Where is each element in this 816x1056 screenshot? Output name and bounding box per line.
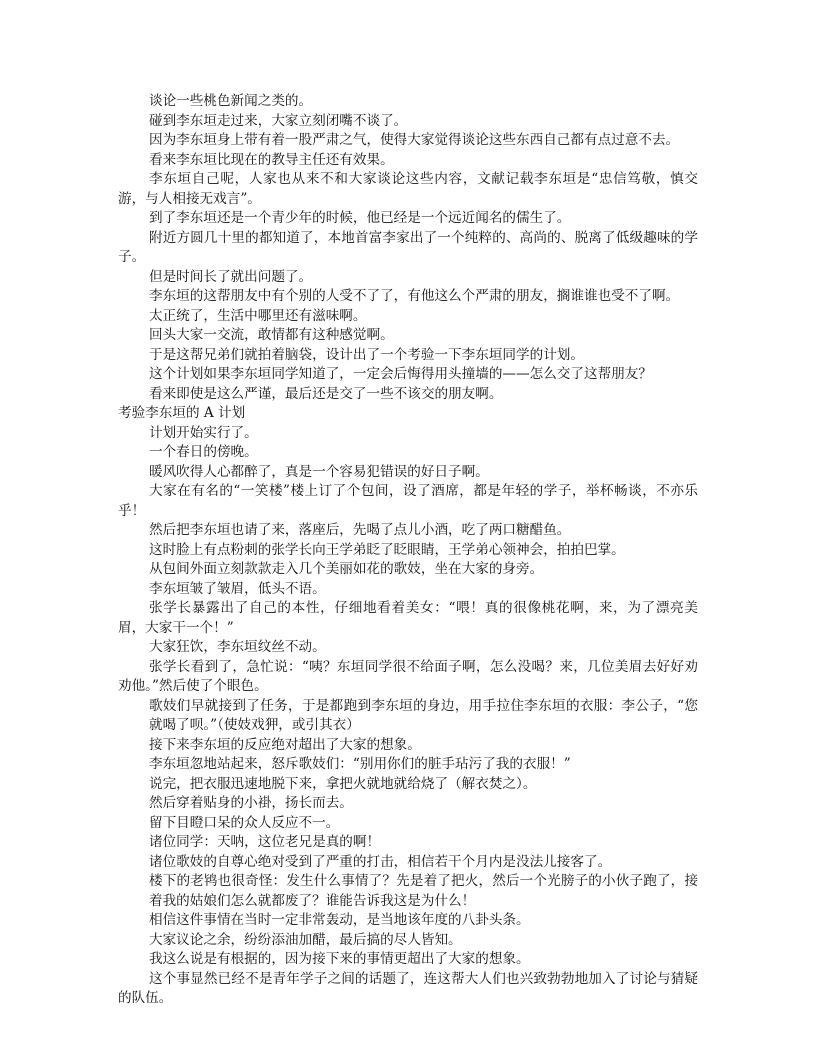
- paragraph: 李东垣的这帮朋友中有个别的人受不了了，有他这么个严肃的朋友，搁谁谁也受不了啊。: [149, 288, 680, 304]
- paragraph: 相信这件事情在当时一定非常轰动，是当地该年度的八卦头条。: [149, 912, 530, 928]
- paragraph: 楼下的老鸨也很奇怪：发生什么事情了？先是着了把火，然后一个光膀子的小伙子跑了，接着我的姑娘们怎么就都废了？谁能告诉我这是为什么！: [149, 873, 698, 909]
- paragraph: 一个春日的傍晚。: [149, 444, 258, 460]
- paragraph: 这时脸上有点粉刺的张学长向王学弟眨了眨眼睛，王学弟心领神会，拍拍巴掌。: [149, 541, 625, 558]
- paragraph: 李东垣自己呢，人家也从来不和大家谈论这些内容，文献记载李东垣是“忠信笃敬，慎交游，与人相接无戏言”。: [118, 171, 698, 207]
- paragraph: 谈论一些桃色新闻之类的。: [149, 93, 313, 109]
- paragraph: 然后穿着贴身的小褂，扬长而去。: [149, 795, 353, 811]
- paragraph: 说完，把衣服迅速地脱下来，拿把火就地就给烧了（解衣焚之）。: [149, 775, 537, 792]
- paragraph: 附近方圆几十里的都知道了，本地首富李家出了一个纯粹的、高尚的、脱离了低级趣味的学子。: [118, 229, 698, 265]
- paragraph: 我这么说是有根据的，因为接下来的事情更超出了大家的想象。: [149, 951, 530, 967]
- paragraph: 李东垣忽地站起来，怒斥歌妓们：“别用你们的脏手玷污了我的衣服！”: [149, 756, 571, 772]
- paragraph: 太正统了，生活中哪里还有滋味啊。: [149, 307, 367, 324]
- paragraph: 但是时间长了就出问题了。: [149, 268, 313, 285]
- paragraph: 诸位歌妓的自尊心绝对受到了严重的打击，相信若干个月内是没法儿接客了。: [149, 853, 612, 870]
- paragraph: 于是这帮兄弟们就拍着脑袋，设计出了一个考验一下李东垣同学的计划。: [149, 346, 584, 363]
- paragraph: 歌妓们早就接到了任务，于是都跑到李东垣的身边，用手拉住李东垣的衣服：李公子，“您就喝了呗。”（使妓戏狎，或引其衣）: [149, 697, 698, 733]
- paragraph: 看来即使是这么严谨，最后还是交了一些不该交的朋友啊。: [149, 385, 503, 402]
- paragraph: 张学长暴露出了自己的本性，仔细地看着美女：“喂！真的很像桃花啊，来，为了漂亮美眉，大家干一个！”: [118, 600, 698, 636]
- paragraph: 碰到李东垣走过来，大家立刻闭嘴不谈了。: [149, 112, 408, 129]
- paragraph: 暖风吹得人心都醉了，真是一个容易犯错误的好日子啊。: [149, 463, 489, 480]
- paragraph: 留下目瞪口呆的众人反应不一。: [149, 814, 340, 831]
- paragraph: 到了李东垣还是一个青少年的时候，他已经是一个远近闻名的儒生了。: [149, 210, 571, 226]
- paragraph: 这个计划如果李东垣同学知道了，一定会后悔得用头撞墙的——怎么交了这帮朋友？: [149, 366, 652, 382]
- paragraph: 大家在有名的“一笑楼”楼上订了个包间，设了酒席，都是年轻的学子，举杯畅谈，不亦乐乎！: [118, 483, 698, 519]
- paragraph: 诸位同学：天呐，这位老兄是真的啊！: [149, 834, 381, 850]
- paragraph: 因为李东垣身上带有着一股严肃之气，使得大家觉得谈论这些东西自己都有点过意不去。: [149, 132, 680, 148]
- paragraph: 张学长看到了，急忙说：“咦？东垣同学很不给面子啊，怎么没喝？来，几位美眉去好好劝劝他。”然后使了个眼色。: [118, 658, 698, 694]
- document-page: [118, 92, 698, 1009]
- paragraph: 然后把李东垣也请了来，落座后，先喝了点儿小酒，吃了两口糖醋鱼。: [149, 522, 571, 538]
- paragraph: 接下来李东垣的反应绝对超出了大家的想象。: [149, 736, 421, 753]
- paragraph: 李东垣皱了皱眉，低头不语。: [149, 580, 326, 597]
- paragraph: 回头大家一交流，敢情都有这种感觉啊。: [149, 327, 394, 343]
- paragraph: 计划开始实行了。: [149, 424, 258, 441]
- paragraph: 从包间外面立刻款款走入几个美丽如花的歌妓，坐在大家的身旁。: [149, 561, 544, 577]
- paragraph: 大家议论之余，纷纷添油加醋，最后搞的尽人皆知。: [149, 931, 462, 948]
- section-heading: 考验李东垣的 A 计划: [118, 405, 246, 421]
- paragraph: 这个事显然已经不是青年学子之间的话题了，连这帮大人们也兴致勃勃地加入了讨论与猜疑的队伍。: [118, 970, 698, 1006]
- paragraph: 看来李东垣比现在的教导主任还有效果。: [149, 151, 394, 168]
- paragraph: 大家狂饮，李东垣纹丝不动。: [149, 639, 326, 655]
